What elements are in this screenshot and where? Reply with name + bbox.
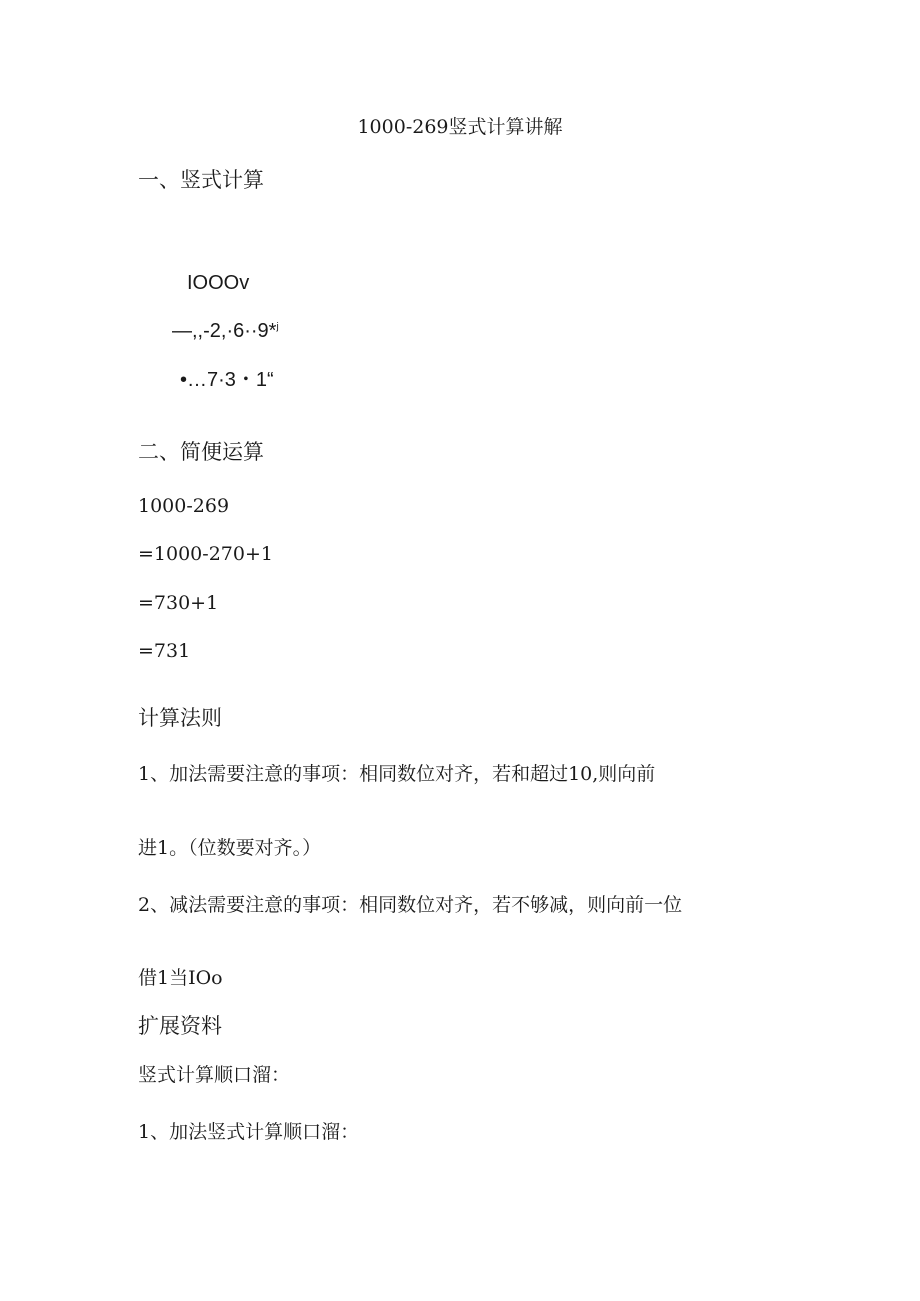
simplified-step-4: =731 [138,640,191,662]
simplified-step-2: =1000-270+1 [138,543,273,565]
rule2-line1: 2、减法需要注意的事项：相同数位对齐，若不够减，则向前一位 [138,894,683,916]
document-title: 1000-269竖式计算讲解 [357,116,563,138]
section2-heading: 二、简便运算 [138,440,264,464]
extension-subheading: 竖式计算顺口溜： [138,1064,291,1086]
extension-heading: 扩展资料 [138,1014,222,1038]
extension-item-1: 1、加法竖式计算顺口溜： [138,1121,360,1143]
vertical-calc-line2-text: —,,-2,·6··9* [172,320,277,342]
vertical-calc-line1: IOOOv [187,272,250,294]
vertical-calc-line2 [172,321,279,341]
vertical-calc-line2-sup: j [276,321,279,333]
rule1-line2: 进1。（位数要对齐。） [138,837,322,859]
rules-heading: 计算法则 [138,706,222,730]
section1-heading: 一、竖式计算 [138,168,264,192]
vertical-calc-line3: •…7·3・1“ [180,369,274,391]
rule2-line2: 借1当IOo [138,967,223,989]
simplified-step-3: =730+1 [138,592,219,614]
simplified-step-1: 1000-269 [138,495,230,517]
rule1-line1: 1、加法需要注意的事项：相同数位对齐，若和超过10,则向前 [138,763,656,785]
